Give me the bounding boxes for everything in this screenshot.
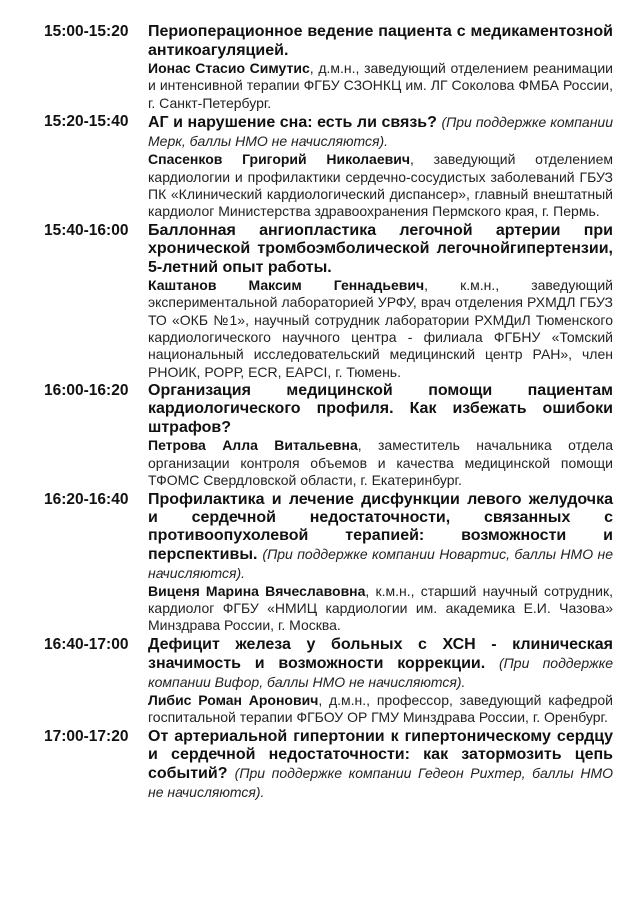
speaker-info: , к.м.н., заведующий экспериментальной лабораторией УРФУ, врач отделения РХМДЛ ГБУЗ ТО «ОКБ №1», научный сотрудник лаборатории РХМДиЛ Тюменского кардиологического научного центра - филиала ФГБНУ «Томский национальный исследовательский медицинский центр РАН», член РНОИК, РОРР, ECR, EAPCI, г. Тюмень.: [148, 276, 613, 380]
program-entry: [44, 636, 614, 727]
talk-title: От артериальной гипертонии к гипертоническому сердцу и сердечной недостаточности: как затормозить цепь событий?: [148, 727, 613, 782]
session-time: 15:20-15:40: [44, 113, 129, 131]
talk-title-block: [148, 23, 613, 60]
session-content: [148, 23, 613, 112]
speaker-name: Каштанов Максим Геннадьевич: [148, 276, 425, 293]
speaker-block: [148, 60, 613, 112]
talk-title: Профилактика и лечение дисфункции левого желудочка и сердечной недостаточности, связанных с противоопухолевой терапией: возможности и перспективы.: [148, 490, 613, 563]
speaker-info: , д.м.н., профессор, заведующий кафедрой госпитальной терапии ФГБОУ ОР ГМУ Минздрава России, г. Оренбург.: [148, 691, 613, 726]
session-time: 15:40-16:00: [44, 221, 129, 239]
speaker-block: [148, 277, 613, 381]
session-content: [148, 113, 613, 221]
session-content: [148, 382, 613, 489]
sponsor-note: (При поддержке компании Мерк, баллы НМО не начисляются).: [148, 114, 613, 150]
talk-title: Организация медицинской помощи пациентам кардиологического профиля. Как избежать ошибоки штрафов?: [148, 382, 613, 437]
talk-title-block: [148, 222, 613, 277]
speaker-name: Спасенков Григорий Николаевич: [148, 151, 410, 168]
session-time: 16:00-16:20: [44, 382, 129, 400]
session-time: 16:40-17:00: [44, 635, 129, 653]
session-content: [148, 491, 613, 635]
program-entry: [44, 491, 614, 635]
sponsor-note: (При поддержке компании Вифор, баллы НМО не начисляются).: [148, 654, 613, 690]
speaker-block: [148, 583, 613, 635]
speaker-name: Ионас Стасио Симутис: [148, 60, 310, 76]
speaker-block: [148, 151, 613, 221]
talk-title-block: [148, 491, 613, 583]
talk-title-block: [148, 113, 613, 151]
speaker-info: , заведующий отделением кардиологии и профилактики сердечно-сосудистых заболеваний ГБУЗ ПК «Клинический кардиологический диспансер», главный внештатный кардиолог Министерства здравоохранения Пермского края, г. Пермь.: [148, 151, 614, 220]
sponsor-note: (При поддержке компании Гедеон Рихтер, баллы НМО не начисляются).: [148, 764, 613, 800]
speaker-info: , к.м.н., старший научный сотрудник, кардиолог ФГБУ «НМИЦ кардиологии им. академика Е.И. Чазова» Минздрава России, г. Москва.: [148, 582, 613, 634]
session-content: [148, 636, 613, 727]
program-entry: [44, 728, 614, 802]
talk-title: Баллонная ангиопластика легочной артерии при хронической тромбоэмболической легочнойгипертензии, 5-летний опыт работы.: [148, 221, 613, 276]
session-time: 16:20-16:40: [44, 490, 129, 508]
speaker-name: Петрова Алла Витальевна: [148, 437, 358, 454]
talk-title: Дефицит железа у больных с ХСН - клиническая значимость и возможности коррекции.: [148, 635, 613, 672]
program-entry: [44, 113, 614, 221]
speaker-block: [148, 692, 613, 727]
program-entry: [44, 222, 614, 381]
speaker-info: , д.м.н., заведующий отделением реанимации и интенсивной терапии ФГБУ СЗОНКЦ им. ЛГ Соколова ФМБА России, г. Санкт-Петербург.: [148, 60, 613, 111]
program-schedule: [44, 23, 614, 803]
speaker-block: [148, 437, 613, 489]
talk-title-block: [148, 636, 613, 692]
program-entry: [44, 23, 614, 112]
speaker-name: Виценя Марина Вячеславовна: [148, 582, 366, 599]
talk-title: АГ и нарушение сна: есть ли связь?: [148, 114, 437, 132]
talk-title-block: [148, 728, 613, 802]
session-time: 17:00-17:20: [44, 727, 129, 745]
speaker-info: , заместитель начальника отдела организации контроля объемов и качества медицинской помощи ТФОМС Свердловской области, г. Екатеринбург.: [148, 437, 613, 489]
session-content: [148, 728, 613, 802]
session-time: 15:00-15:20: [44, 23, 129, 40]
talk-title-block: [148, 382, 613, 437]
sponsor-note: (При поддержке компании Новартис, баллы НМО не начисляются).: [148, 545, 613, 581]
program-entry: [44, 382, 614, 489]
speaker-name: Либис Роман Аронович: [148, 691, 319, 708]
talk-title: Периоперационное ведение пациента с медикаментозной антикоагуляцией.: [148, 23, 613, 59]
session-content: [148, 222, 613, 381]
